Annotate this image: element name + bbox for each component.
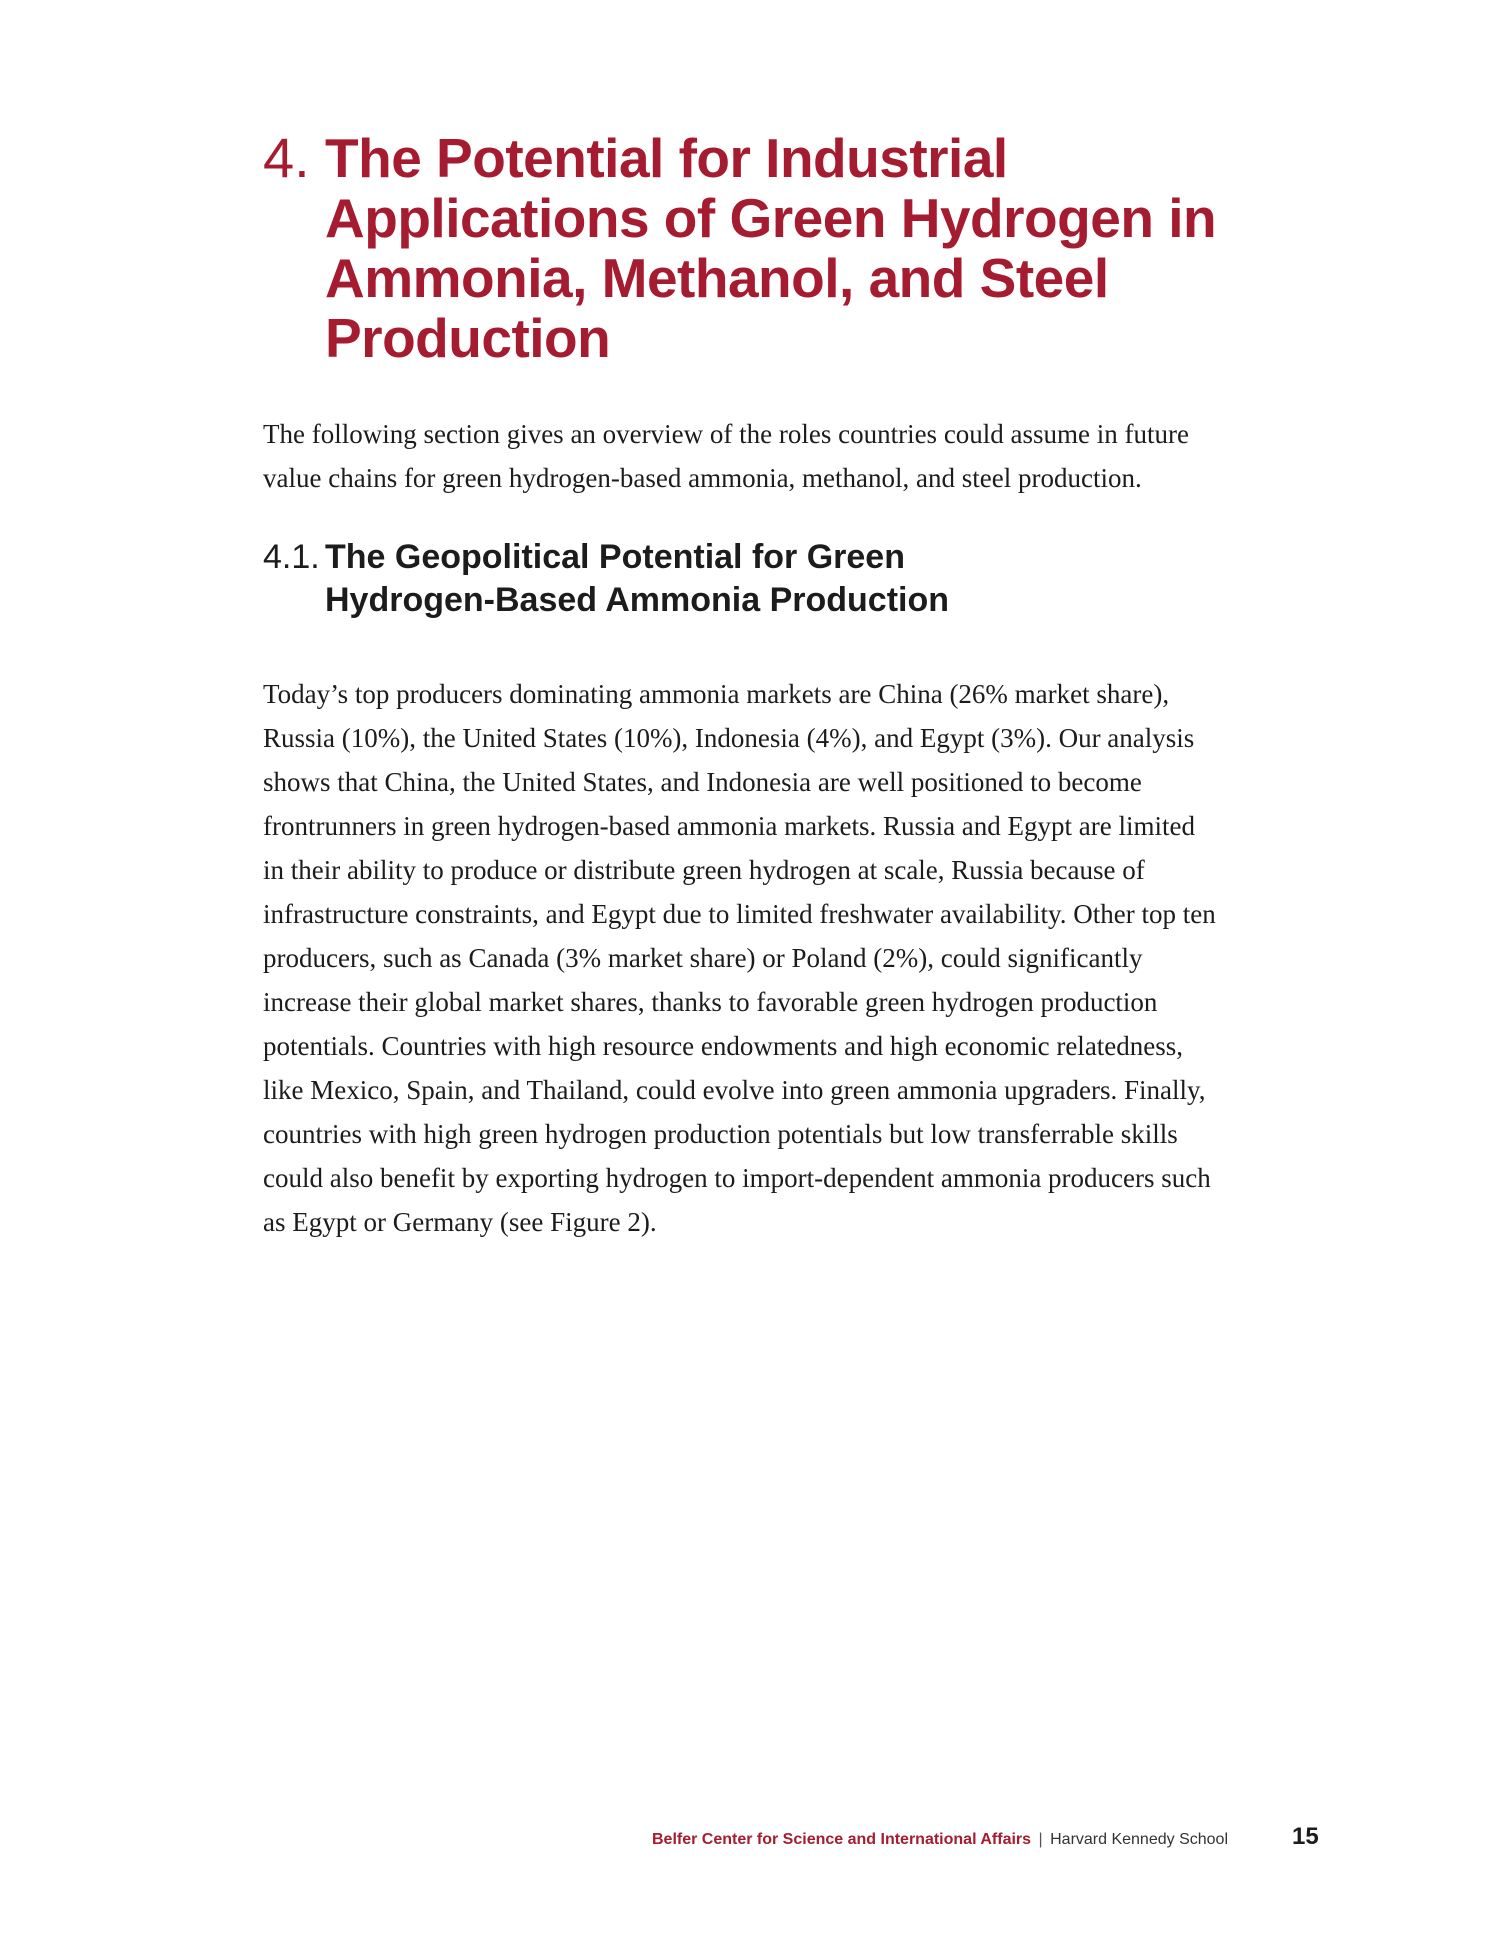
intro-paragraph: The following section gives an overview of the roles countries could assume in future value chains for green hydrogen-based ammonia, methanol, and steel production.: [263, 419, 1190, 493]
footer-separator: |: [1038, 1831, 1043, 1848]
page-number: 15: [1292, 1823, 1319, 1850]
section-number: 4.1.: [263, 538, 320, 576]
section-title: The Geopolitical Potential for Green Hydrogen-Based Ammonia Production: [325, 538, 950, 619]
body-paragraph: Today’s top producers dominating ammonia markets are China (26% market share), Russia (10%), the United States (10%), Indonesia (4%), and Egypt (3%). Our analysis shows that China, the United States, and Indonesia are well positioned to become frontrunners in green hydrogen-based ammonia markets. Russia and Egypt are limited in their ability to produce or distribute green hydrogen at scale, Russia because of infrastructure constraints, and Egypt due to limited freshwater availability. Other top ten producers, such as Canada (3% market share) or Poland (2%), could significantly increase their global market shares, thanks to favorable green hydrogen production potentials. Countries with high resource endowments and high economic relatedness, like Mexico, Spain, and Thailand, could evolve into green ammonia upgraders. Finally, countries with high green hydrogen production potentials but low transferrable skills could also benefit by exporting hydrogen to import-dependent ammonia producers such as Egypt or Germany (see Figure 2).: [263, 679, 1216, 1237]
chapter-heading: [263, 128, 1263, 368]
chapter-title: The Potential for Industrial Applications of Green Hydrogen in Ammonia, Methanol, and Steel Production: [325, 127, 1217, 369]
chapter-number: 4.: [263, 126, 310, 189]
footer-organization: Belfer Center for Science and International Affairs: [651, 1831, 1032, 1848]
page-footer: [652, 1831, 1228, 1849]
section-heading: [263, 536, 1163, 622]
footer-school: Harvard Kennedy School: [1050, 1831, 1228, 1848]
